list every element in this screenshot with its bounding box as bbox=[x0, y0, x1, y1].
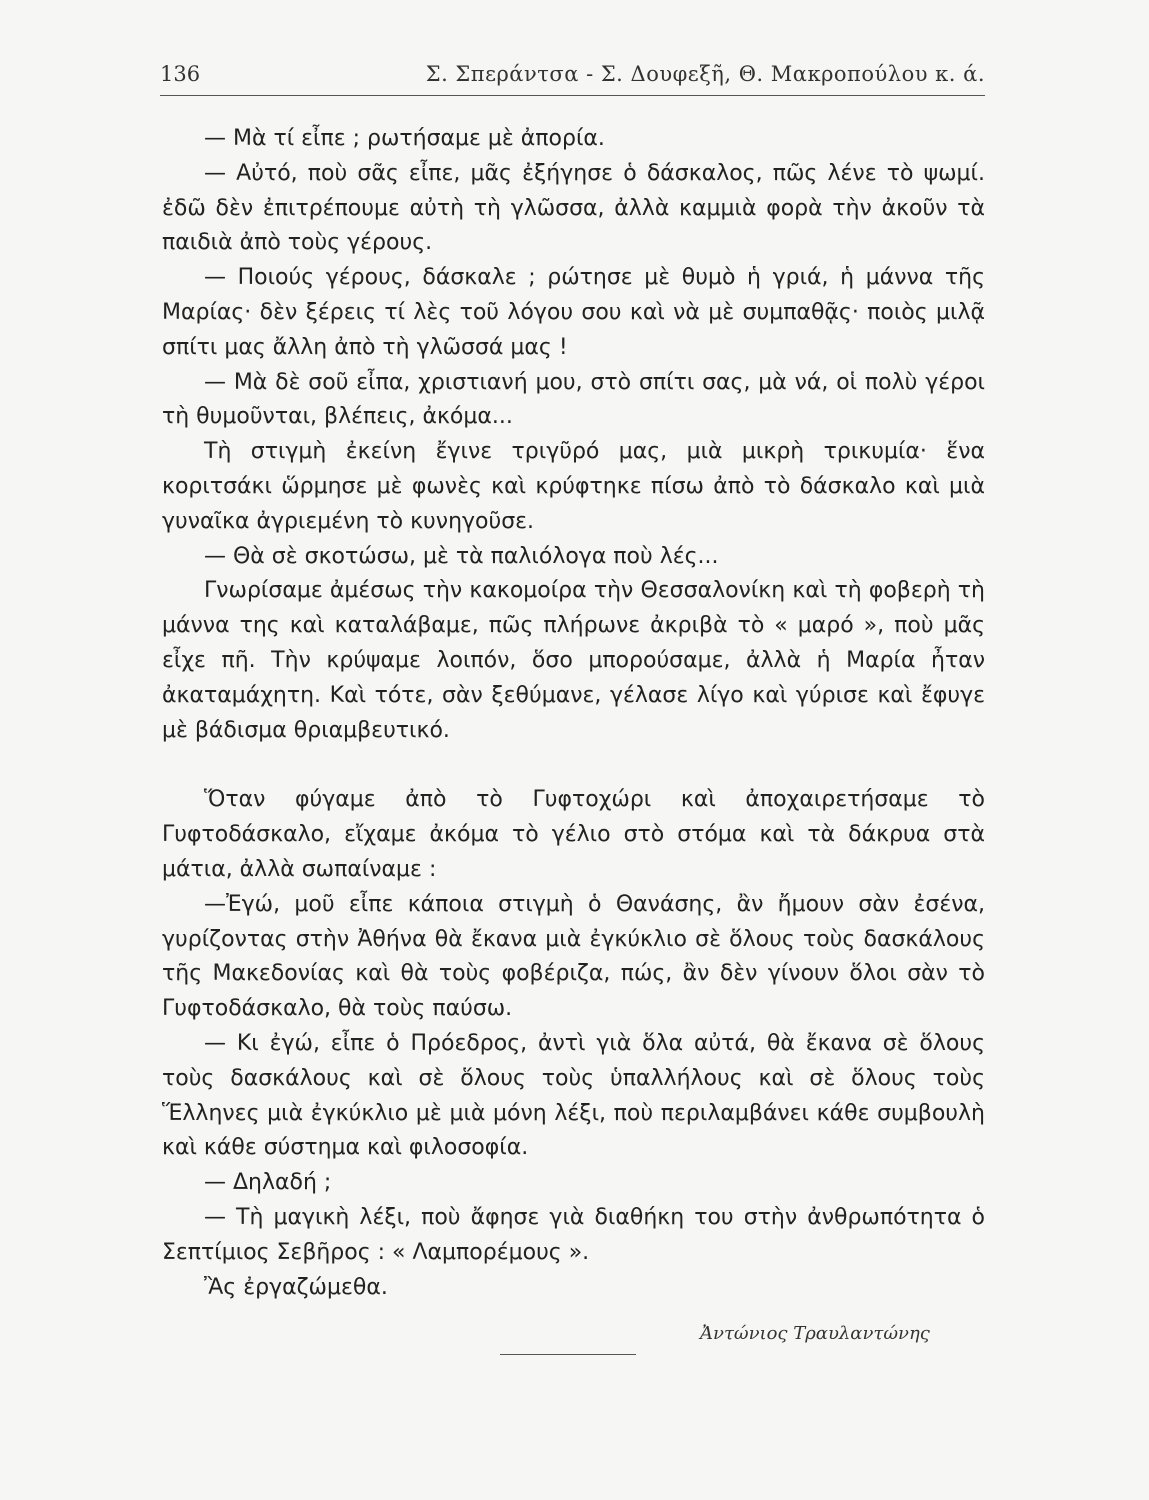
paragraph: — Μὰ τί εἶπε ; ρωτήσαμε μὲ ἀπορία. bbox=[204, 126, 605, 151]
paragraph: — Μὰ δὲ σοῦ εἶπα, χριστιανή μου, στὸ σπίτι σας, μὰ νά, οἱ πολὺ γέροι τὴ θυμοῦνται, βλέπεις, ἀκόμα... bbox=[162, 369, 985, 430]
section-break bbox=[162, 748, 985, 783]
paragraph: — Ποιούς γέρους, δάσκαλε ; ρώτησε μὲ θυμὸ ἡ γριά, ἡ μάννα τῆς Μαρίας· δὲν ξέρεις τί λὲς τοῦ λόγου σου καὶ νὰ μὲ συμπαθᾷς· ποιὸς μιλᾷ σπίτι μας ἄλλη ἀπὸ τὴ γλῶσσά μας ! bbox=[162, 265, 985, 360]
paragraph: — Τὴ μαγικὴ λέξι, ποὺ ἄφησε γιὰ διαθήκη του στὴν ἀνθρωπότητα ὁ Σεπτίμιος Σεβῆρος : « Λαμπορέμους ». bbox=[162, 1204, 985, 1265]
page-header bbox=[160, 58, 985, 92]
paragraph: Γνωρίσαμε ἀμέσως τὴν κακομοίρα τὴν Θεσσαλονίκη καὶ τὴ φοβερὴ τὴ μάννα της καὶ καταλάβαμε, πῶς πλήρωνε ἀκριβὰ τὸ « μαρό », ποὺ μᾶς εἶχε πῆ. Τὴν κρύψαμε λοιπόν, ὅσο μπορούσαμε, ἀλλὰ ἡ Μαρία ἦταν ἀκαταμάχητη. Καὶ τότε, σὰν ξεθύμανε, γέλασε λίγο καὶ γύρισε καὶ ἔφυγε μὲ βάδισμα θριαμβευτικό. bbox=[162, 578, 985, 743]
paragraph: — Θὰ σὲ σκοτώσω, μὲ τὰ παλιόλογα ποὺ λές... bbox=[204, 543, 719, 569]
paragraph: — Δηλαδή ; bbox=[204, 1170, 332, 1196]
page-number: 136 bbox=[160, 62, 201, 86]
paragraph: — Αὐτό, ποὺ σᾶς εἶπε, μᾶς ἐξήγησε ὁ δάσκαλος, πῶς λένε τὸ ψωμί. ἐδῶ δὲν ἐπιτρέπουμε αὐτὴ τὴ γλῶσσα, ἀλλὰ καμμιὰ φορὰ τὴν ἀκοῦν τὰ παιδιὰ ἀπὸ τοὺς γέρους. bbox=[162, 160, 985, 256]
paragraph: Ὅταν φύγαμε ἀπὸ τὸ Γυφτοχώρι καὶ ἀποχαιρετήσαμε τὸ Γυφτοδάσκαλο, εἴχαμε ἀκόμα τὸ γέλιο στὸ στόμα καὶ τὰ δάκρυα στὰ μάτια, ἀλλὰ σωπαίναμε : bbox=[162, 787, 985, 882]
paragraph: — Κι ἐγώ, εἶπε ὁ Πρόεδρος, ἀντὶ γιὰ ὅλα αὐτά, θὰ ἔκανα σὲ ὅλους τοὺς δασκάλους καὶ σὲ ὅλους τοὺς ὑπαλλήλους καὶ σὲ ὅλους τοὺς Ἕλληνες μιὰ ἐγκύκλιο μὲ μιὰ μόνη λέξι, ποὺ περιλαμβάνει κάθε συμβουλὴ καὶ κάθε σύστημα καὶ φιλοσοφία. bbox=[162, 1030, 985, 1161]
paragraph: —Ἐγώ, μοῦ εἶπε κάποια στιγμὴ ὁ Θανάσης, ἂν ἤμουν σὰν ἐσένα, γυρίζοντας στὴν Ἀθήνα θὰ ἔκανα μιὰ ἐγκύκλιο σὲ ὅλους τοὺς δασκάλους τῆς Μακεδονίας καὶ θὰ τοὺς φοβέριζα, πώς, ἂν δὲν γίνουν ὅλοι σὰν τὸ Γυφτοδάσκαλο, θὰ τοὺς παύσω. bbox=[162, 891, 985, 1022]
author-signature: Ἀντώνιος Τραυλαντώνης bbox=[700, 1323, 930, 1344]
running-head: Σ. Σπεράντσα - Σ. Δουφεξῆ, Θ. Μακροπούλου κ. ά. bbox=[425, 62, 985, 86]
paragraph: Ἂς ἐργαζώμεθα. bbox=[204, 1274, 388, 1300]
body-text bbox=[162, 122, 985, 1305]
paragraph: Τὴ στιγμὴ ἐκείνη ἔγινε τριγῦρό μας, μιὰ μικρὴ τρικυμία· ἕνα κοριτσάκι ὥρμησε μὲ φωνὲς καὶ κρύφτηκε πίσω ἀπὸ τὸ δάσκαλο καὶ μιὰ γυναῖκα ἀγριεμένη τὸ κυνηγοῦσε. bbox=[162, 439, 985, 534]
end-rule bbox=[500, 1354, 636, 1355]
header-rule bbox=[160, 95, 985, 96]
